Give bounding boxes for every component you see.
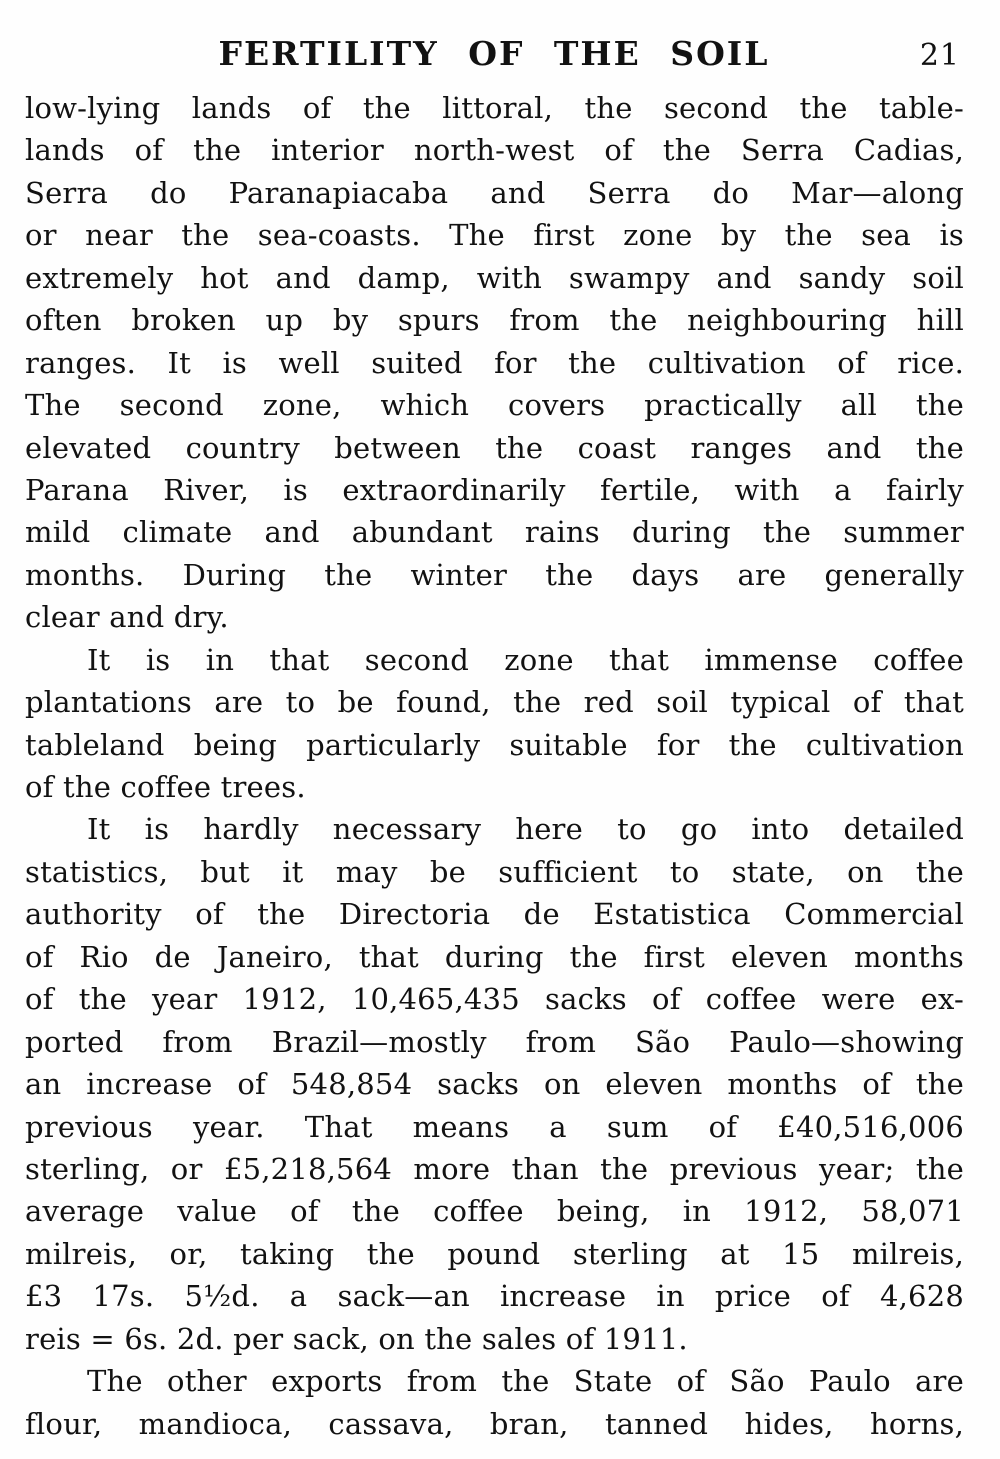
text-line: ranges. It is well suited for the cultivation of rice. [25, 345, 964, 380]
text-line: of the year 1912, 10,465,435 sacks of coffee were ex- [25, 982, 964, 1017]
text-line: ported from Brazil—mostly from São Paulo—showing [25, 1024, 964, 1059]
text-line: authority of the Directoria de Estatistica Commercial [25, 897, 964, 932]
text-line: mild climate and abundant rains during the summer [25, 515, 964, 550]
paragraph-3 [25, 808, 964, 1360]
text-line: flour, mandioca, cassava, bran, tanned hides, horns, [25, 1406, 964, 1441]
text-line: extremely hot and damp, with swampy and sandy soil [25, 260, 964, 295]
text-line: clear and dry. [25, 600, 229, 635]
text-line: It is hardly necessary here to go into detailed [87, 812, 964, 847]
paragraph-4 [25, 1360, 964, 1445]
text-line: £3 17s. 5½d. a sack—an increase in price of 4,628 [25, 1279, 964, 1314]
text-line: It is in that second zone that immense coffee [87, 642, 964, 677]
text-line: often broken up by spurs from the neighbouring hill [25, 303, 964, 338]
text-line: statistics, but it may be sufficient to state, on the [25, 854, 964, 889]
text-line: lands of the interior north-west of the Serra Cadias, [25, 133, 964, 168]
text-line: or near the sea-coasts. The first zone by the sea is [25, 218, 964, 253]
text-line: milreis, or, taking the pound sterling at 15 milreis, [25, 1236, 964, 1271]
text-line: average value of the coffee being, in 1912, 58,071 [25, 1194, 964, 1229]
text-line: sterling, or £5,218,564 more than the previous year; the [25, 1151, 964, 1186]
text-line: previous year. That means a sum of £40,516,006 [25, 1109, 964, 1144]
text-line: low-lying lands of the littoral, the second the table- [25, 91, 964, 125]
text-line: months. During the winter the days are generally [25, 557, 964, 592]
page-header [0, 34, 1000, 78]
text-line: tableland being particularly suitable for the cultivation [25, 727, 964, 762]
text-line: of the coffee trees. [25, 770, 306, 804]
text-line: Parana River, is extraordinarily fertile, with a fairly [25, 472, 964, 507]
text-line: elevated country between the coast ranges and the [25, 430, 964, 465]
text-line: reis = 6s. 2d. per sack, on the sales of 1911. [25, 1321, 688, 1356]
text-line: The second zone, which covers practically all the [25, 388, 964, 423]
text-line: an increase of 548,854 sacks on eleven months of the [25, 1067, 964, 1102]
page-number: 21 [919, 38, 960, 73]
text-line: plantations are to be found, the red soil typical of that [25, 685, 964, 720]
paragraph-2 [25, 639, 964, 809]
body-text [0, 87, 1000, 1445]
page-title: FERTILITY OF THE SOIL [218, 34, 770, 73]
text-line: of Rio de Janeiro, that during the first eleven months [25, 939, 964, 974]
text-line: The other exports from the State of São Paulo are [87, 1364, 964, 1399]
paragraph-1 [25, 87, 964, 639]
text-line: Serra do Paranapiacaba and Serra do Mar—along [25, 175, 964, 210]
